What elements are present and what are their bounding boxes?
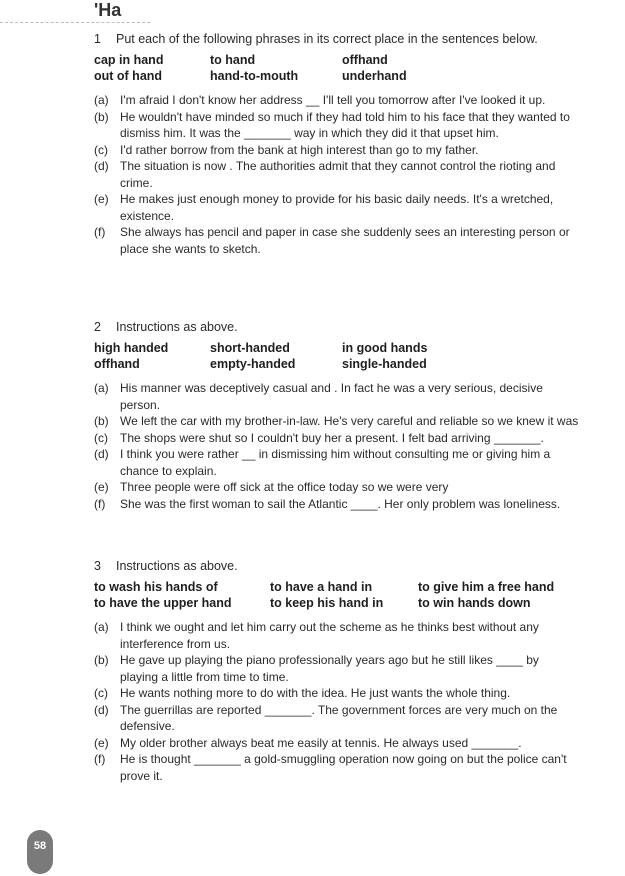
sentence-item: [94, 619, 580, 652]
item-text: We left the car with my brother-in-law. He's very careful and reliable so we knew it was: [120, 414, 579, 428]
sentence-list: [94, 380, 580, 512]
phrase-list: [94, 52, 580, 84]
phrase: to give him a free hand: [418, 580, 555, 594]
item-text: I think you were rather __ in dismissing him without consulting me or giving him a chance to explain.: [120, 447, 551, 478]
item-text: The situation is now . The authorities admit that they cannot control the rioting and crime.: [120, 159, 556, 190]
sentence-item: [94, 142, 580, 159]
item-text: He wants nothing more to do with the idea. He just wants the whole thing.: [120, 686, 511, 700]
sentence-item: [94, 430, 580, 447]
item-text: He wouldn't have minded so much if they had told him to his face that they wanted to dismiss him. It was the _______ way in which they did it that upset him.: [120, 109, 570, 140]
exercise-instruction: [94, 31, 580, 47]
exercise-3: [94, 558, 580, 784]
item-text: The shops were shut so I couldn't buy her a present. I felt bad arriving _______.: [120, 430, 544, 445]
exercise-1: [94, 31, 580, 257]
sentence-list: [94, 92, 580, 257]
exercise-instruction: [94, 558, 580, 574]
item-text: The guerrillas are reported _______. The government forces are very much on the defensive.: [120, 702, 558, 733]
phrase: hand-to-mouth: [210, 69, 299, 83]
item-letter: (a): [94, 93, 109, 107]
item-letter: (b): [94, 653, 109, 667]
item-text: His manner was deceptively casual and . In fact he was a very serious, decisive person.: [120, 381, 543, 412]
phrase: to hand: [210, 53, 256, 67]
item-text: I'd rather borrow from the bank at high interest than go to my father.: [120, 142, 479, 157]
sentence-list: [94, 619, 580, 784]
item-letter: (d): [94, 702, 109, 717]
exercise-2: [94, 319, 580, 512]
sentence-item: [94, 380, 580, 413]
sentence-item: [94, 224, 580, 257]
phrase: out of hand: [94, 69, 163, 83]
phrase: to have the upper hand: [94, 596, 232, 610]
item-letter: (c): [94, 142, 108, 157]
item-letter: (c): [94, 430, 108, 445]
item-letter: (f): [94, 752, 106, 766]
sentence-item: [94, 479, 580, 496]
sentence-item: [94, 702, 580, 735]
sentence-item: [94, 413, 580, 430]
phrase: underhand: [342, 69, 407, 83]
exercise-number: 1: [94, 32, 101, 46]
item-text: He makes just enough money to provide for his basic daily needs. It's a wretched, existence.: [120, 192, 554, 223]
phrase-list: [94, 579, 580, 611]
phrase: to win hands down: [418, 596, 531, 610]
item-letter: (a): [94, 381, 109, 395]
sentence-item: [94, 751, 580, 784]
item-letter: (d): [94, 447, 109, 461]
sentence-item: [94, 109, 580, 142]
item-letter: (e): [94, 735, 109, 750]
phrase: to wash his hands of: [94, 580, 218, 594]
header-divider: [0, 22, 150, 23]
phrase: offhand: [94, 357, 140, 371]
item-letter: (e): [94, 192, 109, 206]
phrase: single-handed: [342, 357, 427, 371]
exercise-instruction-text: Instructions as above.: [116, 559, 238, 573]
page-number-badge: [27, 830, 53, 874]
item-text: I'm afraid I don't know her address __ I'll tell you tomorrow after I've looked it up.: [120, 93, 546, 107]
sentence-item: [94, 92, 580, 109]
phrase: offhand: [342, 53, 388, 67]
item-letter: (c): [94, 686, 108, 700]
item-letter: (d): [94, 159, 109, 173]
item-letter: (e): [94, 480, 109, 494]
item-text: She always has pencil and paper in case she suddenly sees an interesting person or place she wants to sketch.: [120, 225, 570, 256]
phrase-list: [94, 340, 580, 372]
sentence-item: [94, 158, 580, 191]
item-letter: (f): [94, 496, 106, 511]
sentence-item: [94, 685, 580, 702]
phrase: in good hands: [342, 341, 428, 355]
sentence-item: [94, 652, 580, 685]
sentence-item: [94, 496, 580, 513]
page-header: 'Ha: [94, 0, 122, 20]
item-text: My older brother always beat me easily at tennis. He always used _______.: [120, 735, 522, 750]
item-letter: (f): [94, 225, 106, 239]
phrase: empty-handed: [210, 357, 296, 371]
sentence-item: [94, 446, 580, 479]
exercise-instruction-text: Instructions as above.: [116, 320, 238, 334]
item-text: He gave up playing the piano professionally years ago but he still likes ____ by playing a little from time to time.: [120, 653, 539, 684]
item-text: I think we ought and let him carry out the scheme as he thinks best without any interference from us.: [120, 620, 539, 651]
item-text: He is thought _______ a gold-smuggling operation now going on but the police can't prove it.: [120, 752, 567, 783]
phrase: to keep his hand in: [270, 596, 384, 610]
sentence-item: [94, 735, 580, 752]
item-letter: (b): [94, 414, 109, 428]
item-text: She was the first woman to sail the Atlantic ____. Her only problem was loneliness.: [120, 496, 561, 511]
page-number: 58: [33, 840, 47, 852]
item-letter: (b): [94, 109, 109, 124]
phrase: cap in hand: [94, 53, 164, 67]
phrase: short-handed: [210, 341, 290, 355]
phrase: to have a hand in: [270, 580, 373, 594]
item-text: Three people were off sick at the office today so we were very: [120, 480, 449, 494]
exercise-instruction: [94, 319, 580, 335]
exercise-number: 3: [94, 559, 101, 573]
sentence-item: [94, 191, 580, 224]
exercise-number: 2: [94, 320, 101, 334]
exercise-instruction-text: Put each of the following phrases in its correct place in the sentences below.: [116, 32, 538, 46]
phrase: high handed: [94, 341, 169, 355]
item-letter: (a): [94, 620, 109, 634]
